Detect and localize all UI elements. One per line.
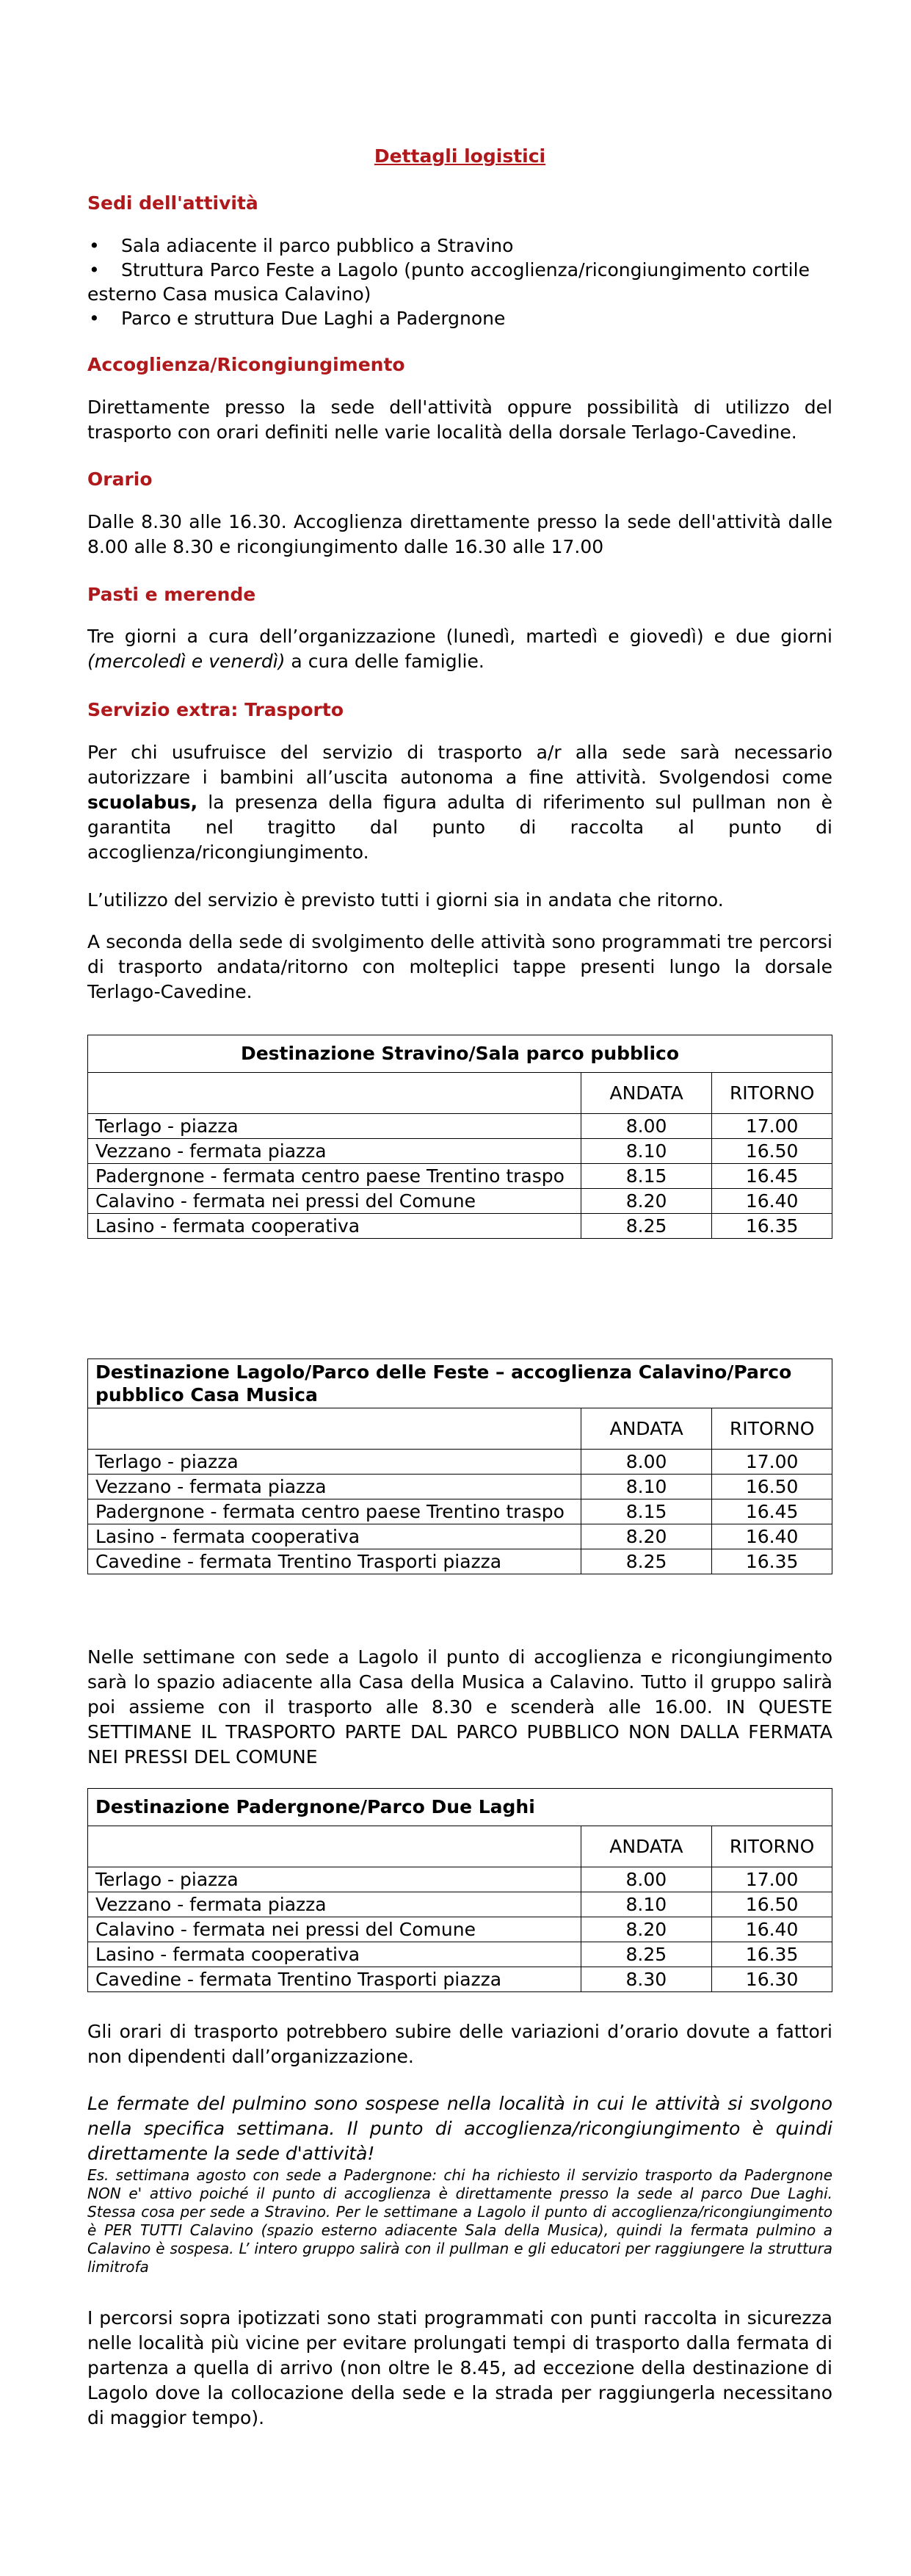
- table-row: Cavedine - fermata Trentino Trasporti piazza 8.25 16.35: [88, 1549, 832, 1574]
- table-row: Vezzano - fermata piazza 8.10 16.50: [88, 1475, 832, 1499]
- column-header-andata: ANDATA: [581, 1073, 711, 1114]
- accoglienza-text: Direttamente presso la sede dell'attività oppure possibilità di utilizzo del trasporto con orari definiti nelle varie località della dorsale Terlago-Cavedine.: [87, 397, 832, 443]
- column-header-andata: ANDATA: [581, 1408, 711, 1450]
- table-row: Cavedine - fermata Trentino Trasporti piazza 8.30 16.30: [88, 1967, 832, 1992]
- heading-orario: Orario: [87, 468, 153, 490]
- heading-accoglienza: Accoglienza/Ricongiungimento: [87, 354, 405, 375]
- column-header-andata: ANDATA: [581, 1826, 712, 1867]
- table-row: Vezzano - fermata piazza 8.10 16.50: [88, 1892, 832, 1917]
- table-row: Calavino - fermata nei pressi del Comune 8.20 16.40: [88, 1917, 832, 1942]
- table-row: Lasino - fermata cooperativa 8.20 16.40: [88, 1524, 832, 1549]
- trasporto-paragraph-3: A seconda della sede di svolgimento delle attività sono programmati tre percorsi di trasporto andata/ritorno con molteplici tappe presenti lungo la dorsale Terlago-Cavedine.: [87, 931, 832, 1002]
- lagolo-note: Nelle settimane con sede a Lagolo il punto di accoglienza e ricongiungimento sarà lo spazio adiacente alla Casa della Musica a Calavino. Tutto il gruppo salirà poi assieme con il trasporto alle 8.30 e scenderà alle 16.00. IN QUESTE SETTIMANE IL TRASPORTO PARTE DAL PARCO PUBBLICO NON DALLA FERMATA NEI PRESSI DEL COMUNE: [87, 1646, 832, 1768]
- list-item: • Struttura Parco Feste a Lagolo (punto accoglienza/ricongiungimento cortile esterno Casa musica Calavino): [87, 259, 810, 305]
- schedule-table-stravino: [87, 1035, 832, 1239]
- list-item: • Sala adiacente il parco pubblico a Stravino: [89, 235, 514, 256]
- table-title: Destinazione Lagolo/Parco delle Feste – accoglienza Calavino/Parco pubblico Casa Musica: [88, 1359, 832, 1408]
- table-title: Destinazione Stravino/Sala parco pubblico: [88, 1035, 832, 1073]
- heading-pasti: Pasti e merende: [87, 584, 256, 605]
- variation-note: Gli orari di trasporto potrebbero subire delle variazioni d’orario dovute a fattori non dipendenti dall’organizzazione.: [87, 2021, 832, 2067]
- sedi-list: [87, 234, 832, 330]
- column-header-ritorno: RITORNO: [712, 1826, 832, 1867]
- table-row: Lasino - fermata cooperativa 8.25 16.35: [88, 1214, 832, 1239]
- page-title: Dettagli logistici: [374, 145, 546, 167]
- trasporto-paragraph-2: L’utilizzo del servizio è previsto tutti i giorni sia in andata che ritorno.: [87, 889, 724, 911]
- table-row: Terlago - piazza 8.00 17.00: [88, 1867, 832, 1892]
- column-header-ritorno: RITORNO: [712, 1073, 832, 1114]
- heading-sedi: Sedi dell'attività: [87, 192, 258, 214]
- pasti-text: Tre giorni a cura dell’organizzazione (lunedì, martedì e giovedì) e due giorni (mercoledì e venerdì) a cura delle famiglie.: [87, 626, 832, 672]
- table-row: Terlago - piazza 8.00 17.00: [88, 1114, 832, 1139]
- trasporto-paragraph-1: Per chi usufruisce del servizio di trasporto a/r alla sede sarà necessario autorizzare i bambini all’uscita autonoma a fine attività. Svolgendosi come scuolabus, la presenza della figura adulta di riferimento sul pullman non è garantita nel tragitto dal punto di raccolta al punto di accoglienza/ricongiungimento.: [87, 742, 832, 863]
- table-row: Vezzano - fermata piazza 8.10 16.50: [88, 1139, 832, 1164]
- table-title: Destinazione Padergnone/Parco Due Laghi: [88, 1789, 832, 1826]
- orario-text: Dalle 8.30 alle 16.30. Accoglienza direttamente presso la sede dell'attività dalle 8.00 alle 8.30 e ricongiungimento dalle 16.30 alle 17.00: [87, 511, 832, 557]
- schedule-table-lagolo: [87, 1358, 832, 1574]
- schedule-table-padergnone: [87, 1788, 832, 1992]
- table-row: Padergnone - fermata centro paese Trentino traspo 8.15 16.45: [88, 1164, 832, 1189]
- closing-note: I percorsi sopra ipotizzati sono stati programmati con punti raccolta in sicurezza nelle località più vicine per evitare prolungati tempi di trasporto dalla fermata di partenza a quella di arrivo (non oltre le 8.45, ad eccezione della destinazione di Lagolo dove la collocazione della sede e la strada per raggiungerla necessitano di maggior tempo).: [87, 2307, 832, 2428]
- table-row: Lasino - fermata cooperativa 8.25 16.35: [88, 1942, 832, 1967]
- table-row: Padergnone - fermata centro paese Trentino traspo 8.15 16.45: [88, 1499, 832, 1524]
- column-header-ritorno: RITORNO: [712, 1408, 832, 1450]
- suspension-note: Le fermate del pulmino sono sospese nella località in cui le attività si svolgono nella specifica settimana. Il punto di accoglienza/ricongiungimento è quindi direttamente la sede d'attività!: [87, 2093, 832, 2164]
- heading-trasporto: Servizio extra: Trasporto: [87, 699, 344, 720]
- list-item: • Parco e struttura Due Laghi a Padergnone: [89, 308, 506, 329]
- table-row: Terlago - piazza 8.00 17.00: [88, 1450, 832, 1475]
- table-row: Calavino - fermata nei pressi del Comune 8.20 16.40: [88, 1189, 832, 1214]
- example-note: Es. settimana agosto con sede a Padergnone: chi ha richiesto il servizio trasporto da Padergnone NON e' attivo poiché il punto di accoglienza è direttamente presso la sede al parco Due Laghi. Stessa cosa per sede a Stravino. Per le settimane a Lagolo il punto di accoglienza/ricongiungimento è PER TUTTI Calavino (spazio esterno adiacente Sala della Musica), quindi la fermata pulmino a Calavino è sospesa. L’ intero gruppo salirà con il pullman e gli educatori per raggiungere la struttura limitrofa: [87, 2166, 832, 2276]
